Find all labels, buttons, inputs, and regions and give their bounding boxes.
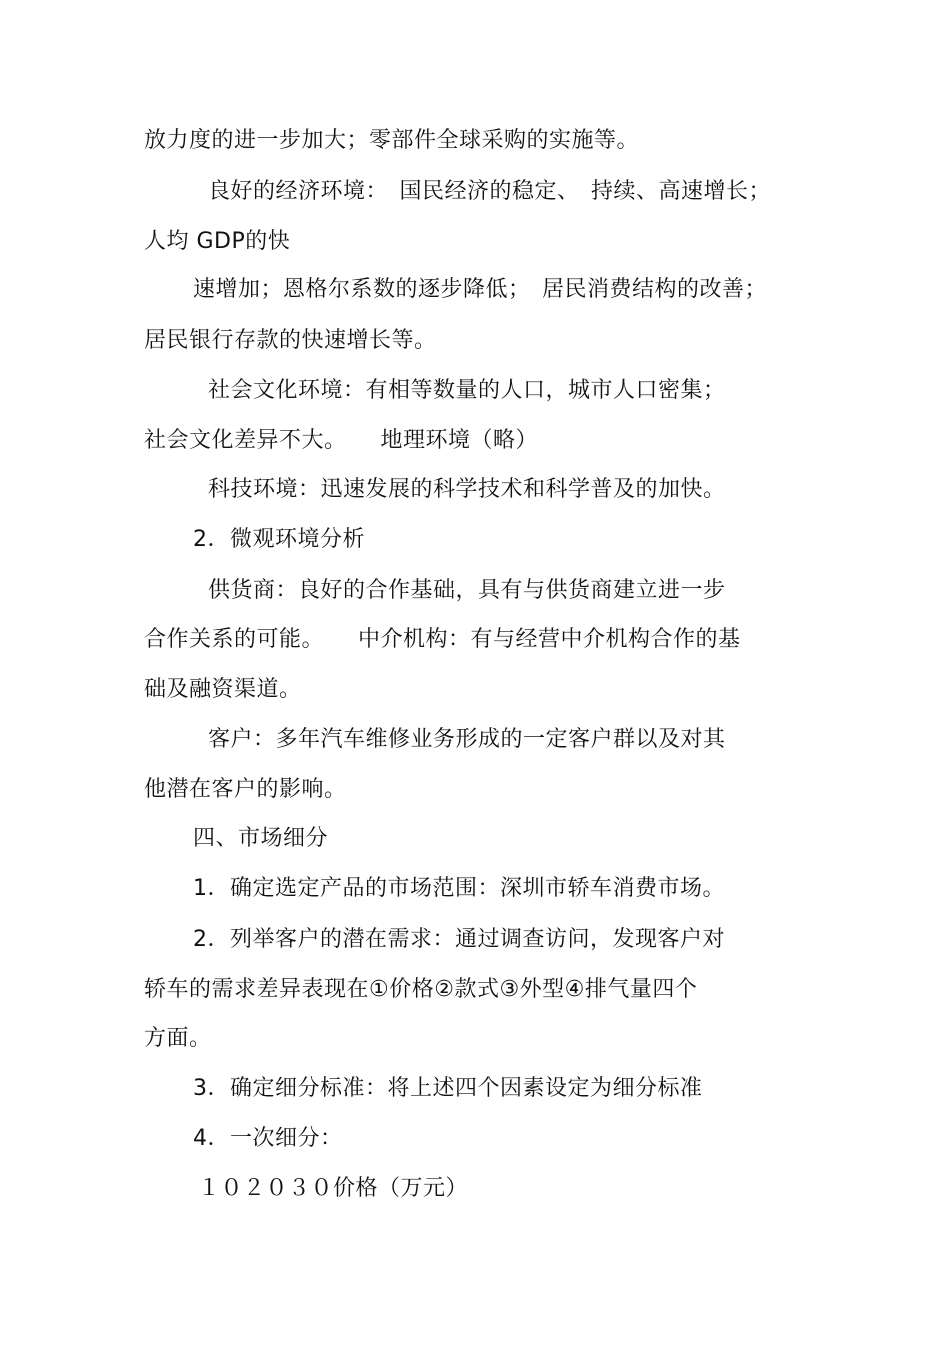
- text-line: 良好的经济环境： 国民经济的稳定、 持续、高速增长；: [208, 179, 772, 204]
- text-line: 人均 GDP的快: [144, 229, 291, 254]
- text-line: 础及融资渠道。: [144, 677, 302, 702]
- list-item: 2．列举客户的潜在需求：通过调查访问，发现客户对: [193, 927, 725, 952]
- text-line: 居民银行存款的快速增长等。: [144, 328, 437, 353]
- text-line: 放力度的进一步加大；零部件全球采购的实施等。: [144, 128, 640, 153]
- text-line: １０２０３０价格（万元）: [198, 1176, 469, 1201]
- section-heading: 2．微观环境分析: [193, 527, 365, 552]
- text-line: 供货商：良好的合作基础，具有与供货商建立进一步: [208, 578, 726, 603]
- text-line: 社会文化环境：有相等数量的人口，城市人口密集；: [208, 378, 726, 403]
- list-item: 4．一次细分：: [193, 1126, 343, 1151]
- text-line: 社会文化差异不大。 地理环境（略）: [144, 428, 539, 453]
- text-line: 客户：多年汽车维修业务形成的一定客户群以及对其: [208, 727, 726, 752]
- list-item: 3．确定细分标准：将上述四个因素设定为细分标准: [193, 1076, 703, 1101]
- text-line: 合作关系的可能。 中介机构：有与经营中介机构合作的基: [144, 627, 741, 652]
- list-item: 1．确定选定产品的市场范围：深圳市轿车消费市场。: [193, 876, 725, 901]
- section-heading: 四、市场细分: [193, 826, 329, 851]
- text-line: 方面。: [144, 1026, 212, 1051]
- text-line: 轿车的需求差异表现在①价格②款式③外型④排气量四个: [144, 977, 698, 1002]
- text-line: 科技环境：迅速发展的科学技术和科学普及的加快。: [208, 477, 726, 502]
- text-line: 他潜在客户的影响。: [144, 777, 347, 802]
- text-line: 速增加；恩格尔系数的逐步降低； 居民消费结构的改善；: [193, 277, 768, 302]
